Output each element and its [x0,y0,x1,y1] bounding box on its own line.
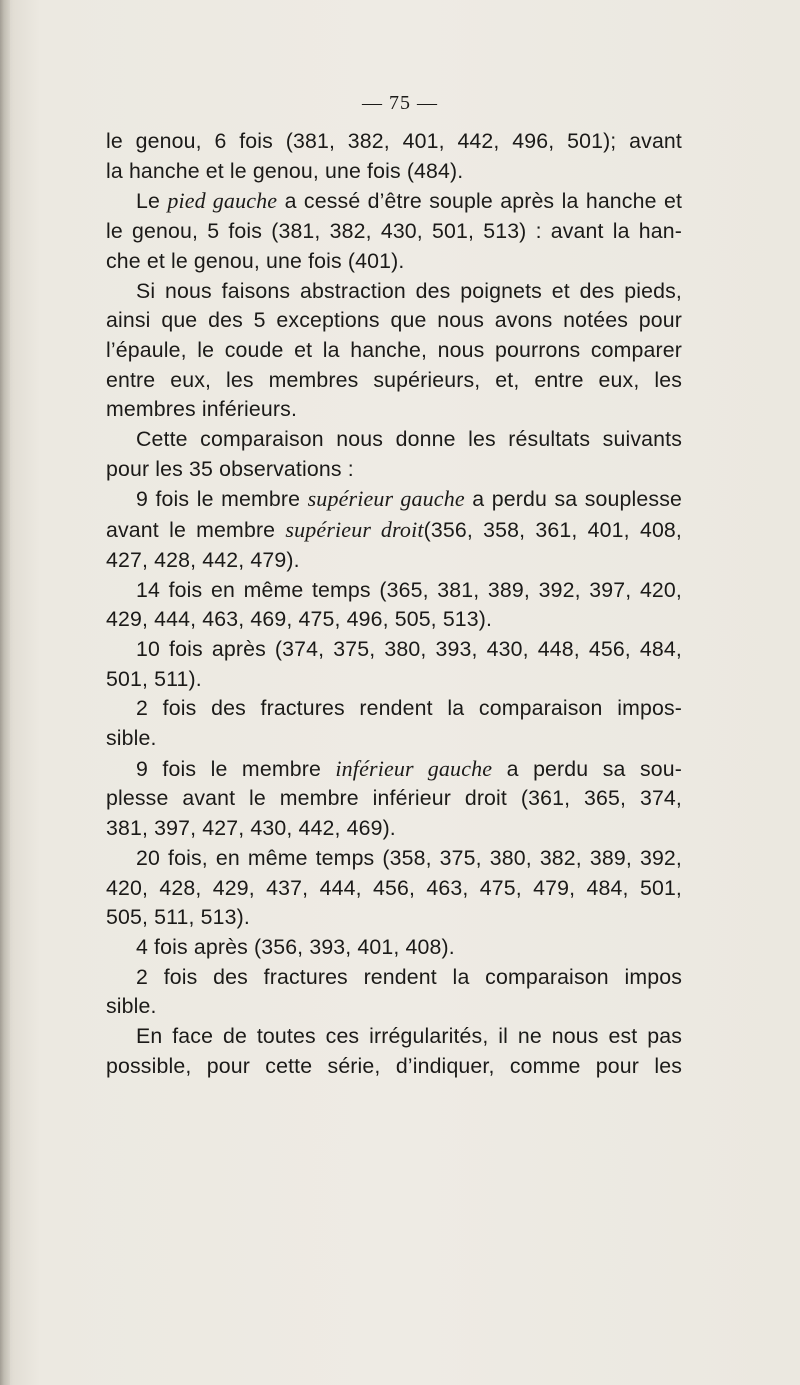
paragraph-4 [106,425,682,484]
paragraph-11 [106,933,682,963]
text-line [106,754,682,785]
paragraph-2 [106,186,682,276]
text-line: sible. [106,726,157,751]
italic-term: pied gauche [167,188,278,214]
paragraph-12 [106,963,682,1022]
text-line: le genou, 5 fois (381, 382, 430, 501, 513) : avant la han- [106,219,682,244]
text-line [106,515,682,546]
text-line: l’épaule, le coude et la hanche, nous pourrons comparer [106,337,682,362]
text-line: possible, pour cette série, d’indiquer, comme pour les [106,1053,682,1078]
page-number: — 75 — [362,92,438,114]
text-line: 14 fois en même temps (365, 381, 389, 392, 397, 420, [136,577,682,602]
text-line [106,484,682,515]
text-line: 2 fois des fractures rendent la comparaison impos [136,964,682,989]
text-run: (356, 358, 361, 401, 408, [423,518,682,543]
text-run: a perdu sa souplesse [464,487,682,512]
text-line: plesse avant le membre inférieur droit (361, 365, 374, [106,786,682,811]
text-run: 9 fois le membre [136,756,336,781]
text-line: membres inférieurs. [106,397,298,422]
text-run: a perdu sa sou- [492,756,682,781]
text-line: le genou, 6 fois (381, 382, 401, 442, 496, 501); avant [106,129,682,153]
text-line: 505, 511, 513). [106,905,250,930]
text-line: entre eux, les membres supérieurs, et, entre eux, les [106,367,682,392]
text-line: 381, 397, 427, 430, 442, 469). [106,816,396,841]
body-text [106,127,682,1082]
text-line: 20 fois, en même temps (358, 375, 380, 382, 389, 392, [136,845,682,870]
text-line: pour les 35 observations : [106,456,354,481]
text-run: Le [136,189,168,214]
paragraph-5 [106,484,682,575]
text-line: che et le genou, une fois (401). [106,248,405,273]
paragraph-9 [106,754,682,844]
text-line: 10 fois après (374, 375, 380, 393, 430, 448, 456, 484, [136,636,682,661]
text-line: la hanche et le genou, une fois (484). [106,158,464,183]
text-run: 9 fois le membre [136,487,308,512]
paragraph-1 [106,127,682,186]
paragraph-6 [106,576,682,635]
text-line: sible. [106,994,157,1019]
italic-term: supérieur droit [285,517,424,543]
text-line [106,186,682,217]
paragraph-10 [106,844,682,933]
paragraph-13 [106,1022,682,1081]
text-line: 420, 428, 429, 437, 444, 456, 463, 475, 479, 484, 501, [106,875,682,900]
italic-term: inférieur gauche [335,755,493,781]
text-line: 429, 444, 463, 469, 475, 496, 505, 513). [106,607,493,632]
text-line: Cette comparaison nous donne les résultats suivants [136,427,682,452]
text-line: ainsi que des 5 exceptions que nous avons notées pour [106,308,682,333]
text-line: 2 fois des fractures rendent la comparaison impos- [136,696,682,721]
paragraph-7 [106,635,682,694]
paragraph-3 [106,277,682,426]
text-line: 501, 511). [106,666,202,691]
text-line: 427, 428, 442, 479). [106,547,300,572]
text-run: a cessé d’être souple après la hanche et [277,189,683,214]
text-line: En face de toutes ces irrégularités, il ne nous est pas [136,1024,682,1049]
paragraph-8 [106,694,682,753]
text-run: avant le membre [106,518,286,543]
italic-term: supérieur gauche [307,486,465,512]
text-line: Si nous faisons abstraction des poignets et des pieds, [136,278,682,303]
text-line: 4 fois après (356, 393, 401, 408). [136,934,455,959]
page-binding-edge [0,0,10,1385]
